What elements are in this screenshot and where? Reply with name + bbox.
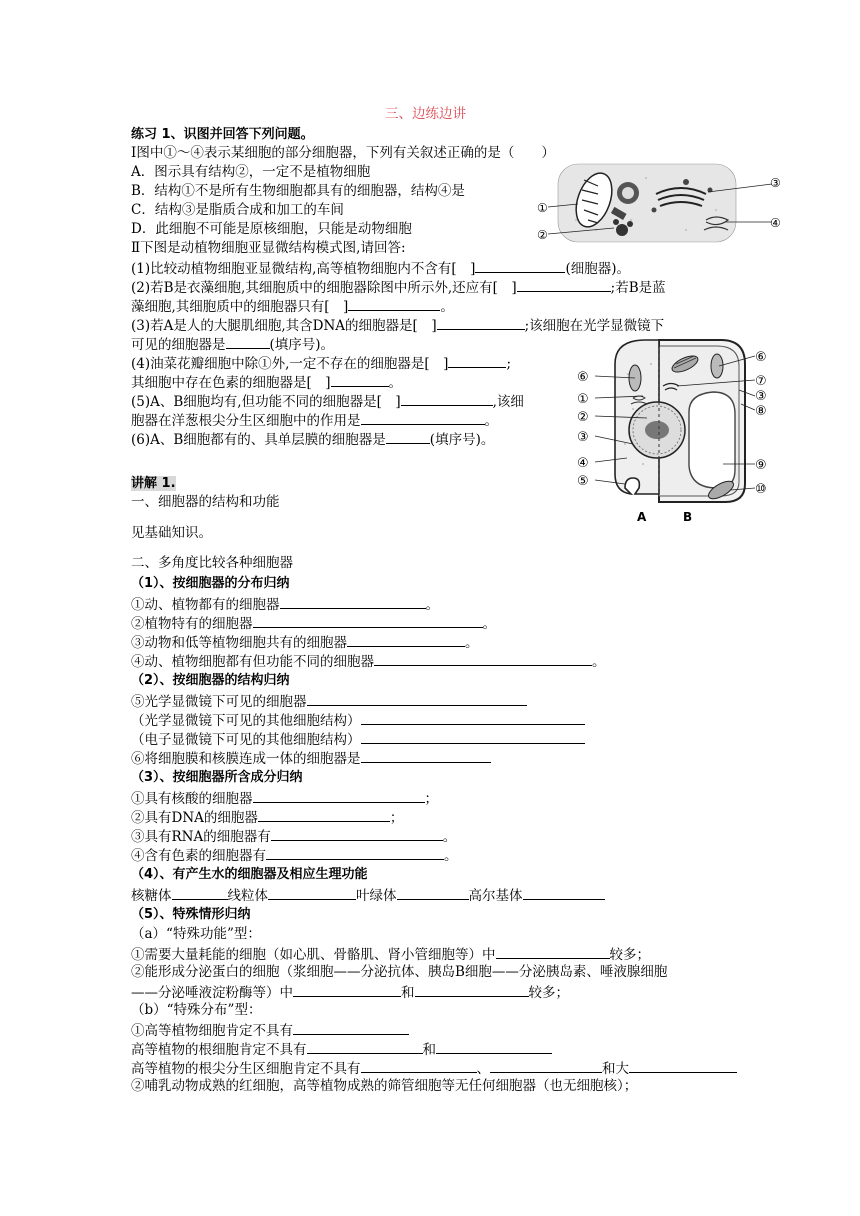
section-1-heading: 一、细胞器的结构和功能 [131, 494, 280, 510]
fig2-left-label-6: ⑥ [577, 370, 589, 385]
fig2-left-label-1: ① [577, 392, 589, 407]
question-4-cont: 其细胞中存在色素的细胞器是[ ] 。 [131, 372, 402, 393]
g3-item-3: ③具有RNA的细胞器有 。 [131, 826, 456, 847]
g1-item-3: ③动物和低等植物细胞共有的细胞器 。 [131, 632, 479, 653]
question-4: (4)油菜花瓣细胞中除①外,一定不存在的细胞器是[ ] ; [131, 353, 511, 374]
option-a: A．图示具有结构②，一定不是植物细胞 [131, 164, 371, 180]
g5-a-item-1: ①需要大量耗能的细胞（如心肌、骨骼肌、肾小管细胞等）中 较多； [131, 944, 650, 965]
group-2-heading: （2）、按细胞器的结构归纳 [131, 673, 290, 688]
g5-b-item-2: 高等植物的根细胞肯定不具有 和 [131, 1039, 552, 1060]
group-4-heading: （4）、有产生水的细胞器及相应生理功能 [131, 867, 368, 882]
g5-b-heading: （b）“特殊分布”型： [131, 1002, 262, 1018]
g1-item-1: ①动、植物都有的细胞器 。 [131, 594, 439, 615]
question-5: (5)A、B细胞均有,但功能不同的细胞器是[ ] ,该细 [131, 391, 524, 412]
lecture-title: 讲解 1. [131, 476, 176, 491]
group-3-heading: （3）、按细胞器所含成分归纳 [131, 770, 303, 785]
question-1: (1)比较动植物细胞亚显微结构,高等植物细胞内不含有[ ] (细胞器)。 [131, 258, 630, 279]
fig2-left-label-2: ② [577, 410, 589, 425]
g3-item-2: ②具有DNA的细胞器 ； [131, 807, 403, 828]
section-1-body: 见基础知识。 [131, 525, 212, 541]
group-1-heading: （1）、按细胞器的分布归纳 [131, 576, 290, 591]
g5-a-item-2-cont: ——分泌唾液淀粉酶等）中 和 较多； [131, 982, 569, 1003]
fig2-right-label-9: ⑨ [755, 458, 767, 473]
fig2-right-label-3: ③ [755, 389, 767, 404]
organelle-figure [536, 160, 784, 248]
question-5-cont: 胞器在洋葱根尖分生区细胞中的作用是 。 [131, 410, 498, 431]
section-2-heading: 二、多角度比较各种细胞器 [131, 555, 293, 571]
question-6: (6)A、B细胞都有的、具单层膜的细胞器是 (填序号)。 [131, 429, 494, 450]
g5-b-item-1: ①高等植物细胞肯定不具有 [131, 1020, 409, 1041]
fig2-right-label-6: ⑥ [755, 350, 767, 365]
fig2-right-label-10: ⑩ [755, 482, 767, 497]
g5-b-item-4: ②哺乳动物成熟的红细胞，高等植物成熟的筛管细胞等无任何细胞器（也无细胞核）； [131, 1078, 638, 1094]
fig1-label-4: ④ [770, 216, 781, 230]
g5-a-heading: （a）“特殊功能”型： [131, 926, 261, 942]
section-title: 三、边练边讲 [385, 106, 466, 122]
g2-item-1: ⑤光学显微镜下可见的细胞器 [131, 691, 527, 712]
part1-question: Ⅰ图中①～④表示某细胞的部分细胞器，下列有关叙述正确的是（ ） [131, 145, 555, 161]
option-c: C．结构③是脂质合成和加工的车间 [131, 202, 344, 218]
question-3-cont: 可见的细胞器是 (填序号)。 [131, 334, 334, 355]
g5-b-item-3: 高等植物的根尖分生区细胞肯定不具有 、 和大 [131, 1058, 737, 1079]
fig1-label-1: ① [537, 201, 548, 215]
fig1-label-3: ③ [770, 176, 781, 190]
g1-item-2: ②植物特有的细胞器 。 [131, 613, 496, 634]
fig2-left-label-5: ⑤ [577, 474, 589, 489]
fig2-label-a: A [637, 510, 647, 524]
group-5-heading: （5）、特殊情形归纳 [131, 907, 251, 922]
cell-structure-figure [573, 334, 785, 526]
part2-question: Ⅱ下图是动植物细胞亚显微结构模式图,请回答: [131, 240, 406, 256]
option-d: D．此细胞不可能是原核细胞，只能是动物细胞 [131, 221, 412, 237]
exercise-title: 练习 1、识图并回答下列问题。 [131, 127, 314, 142]
question-2: (2)若B是衣藻细胞,其细胞质中的细胞器除图中所示外,还应有[ ] ;若B是蓝 [131, 277, 666, 298]
fig2-right-label-8: ⑧ [755, 404, 767, 419]
fig2-left-label-3: ③ [577, 430, 589, 445]
question-3: (3)若A是人的大腿肌细胞,其含DNA的细胞器是[ ] ;该细胞在光学显微镜下 [131, 315, 664, 336]
fig2-left-label-4: ④ [577, 456, 589, 471]
g2-item-2: （光学显微镜下可见的其他细胞结构） [131, 710, 585, 731]
g5-a-item-2: ②能形成分泌蛋白的细胞（浆细胞——分泌抗体、胰岛B细胞——分泌胰岛素、唾液腺细胞 [131, 964, 668, 980]
g3-item-4: ④含有色素的细胞器有 。 [131, 845, 458, 866]
g3-item-1: ①具有核酸的细胞器 ； [131, 788, 438, 809]
option-b: B．结构①不是所有生物细胞都具有的细胞器，结构④是 [131, 183, 465, 199]
fig2-label-b: B [683, 510, 693, 524]
g2-item-3: （电子显微镜下可见的其他细胞结构） [131, 729, 585, 750]
question-2-cont: 藻细胞,其细胞质中的细胞器只有[ ] 。 [131, 296, 454, 317]
fig1-label-2: ② [537, 228, 548, 242]
g2-item-4: ⑥将细胞膜和核膜连成一体的细胞器是 [131, 748, 491, 769]
fig2-right-label-7: ⑦ [755, 374, 767, 389]
g1-item-4: ④动、植物细胞都有但功能不同的细胞器 。 [131, 651, 606, 672]
g4-items: 核糖体 线粒体 叶绿体 高尔基体 [131, 885, 605, 906]
